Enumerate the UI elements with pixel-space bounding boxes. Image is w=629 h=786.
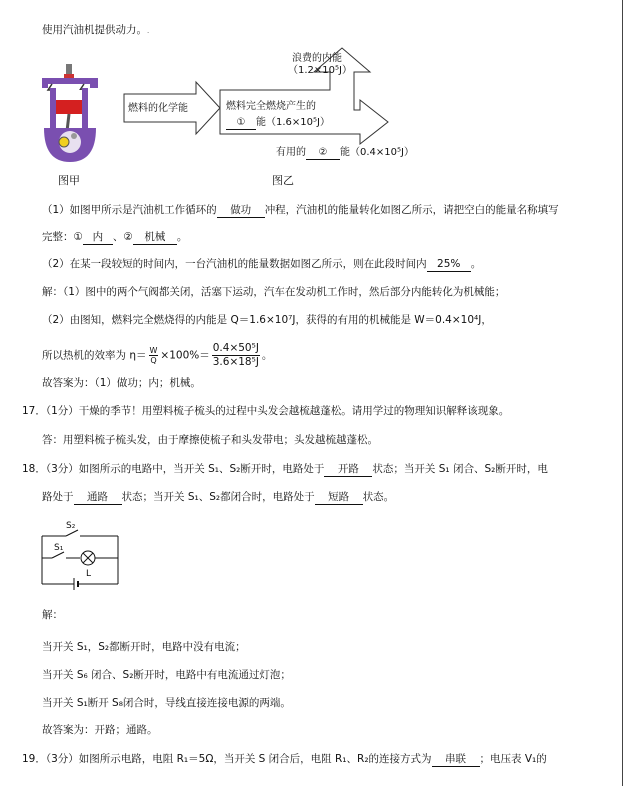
q17-question: 17．（1分）干燥的季节！用塑料梳子梳头的过程中头发会越梳越蓬松。请用学过的物理知识解释该现象。 [22, 405, 510, 417]
chem-energy-text: 燃料的化学能 [128, 103, 188, 114]
page-edge [622, 0, 623, 786]
cylinder-wall-right [82, 88, 88, 132]
spark-plug-tip [64, 74, 74, 78]
answer-blank-stroke: 做功 [217, 204, 265, 218]
q16-solution-1: 解：（1）图中的两个气阀都关闭，活塞下运动，汽车在发动机工作时，然后部分内能转化为机械能； [42, 286, 506, 298]
q18-solution-1: 当开关 S₁，S₂都断开时，电路中没有电流； [42, 641, 246, 653]
crank-pin [59, 137, 69, 147]
circuit-label-l: L [86, 569, 92, 579]
q16-part2: （2）在某一段较短的时间内，一台汽油机的能量数据如图乙所示，则在此段时间内 25% 。 [42, 258, 482, 270]
answer-blank-efficiency: 25% [427, 258, 471, 272]
q19-question: 19．（3分）如图所示电路，电阻 R₁＝5Ω，当开关 S 闭合后，电阻 R₁、R₂的连接方式为 串联 ；电压表 V₁的 [22, 753, 547, 765]
q16-solution-2: （2）由图知，燃料完全燃烧得的内能是 Q＝1.6×10⁷J，获得的有用的机械能是 W＝0.4×10⁴J， [42, 314, 492, 326]
waste-energy-title: 浪费的内能 [292, 53, 342, 64]
answer-blank-series: 串联 [432, 753, 480, 767]
big-arrow-line2: ① 能（1.6×10⁵J） [226, 116, 330, 130]
q18-answer: 故答案为：开路；通路。 [42, 724, 158, 736]
waste-energy-value: （1.2×10⁵J） [288, 65, 352, 76]
q16-part1: （1）如图甲所示是汽油机工作循环的 做功 冲程，汽油机的能量转化如图乙所示，请把空白的能量名称填写 [42, 204, 559, 216]
answer-blank-1: 内 [83, 231, 113, 245]
fraction-values: $\frac{\text{0.4×50⁵J}}{\text{3.6×18⁵J}}$ [212, 342, 259, 368]
fraction-w-over-q: $\frac{W}{Q}$ [149, 346, 158, 365]
engine-figure [36, 62, 116, 166]
intro-line: 使用汽油机提供动力。. [42, 24, 150, 36]
figure-a-label: 图甲 [58, 174, 80, 187]
q18-solution-2: 当开关 S₆ 闭合、S₂断开时，电路中有电流通过灯泡； [42, 669, 291, 681]
answer-blank-2: 机械 [133, 231, 177, 245]
q18-solution-head: 解： [42, 609, 63, 621]
q17-answer: 答：用塑料梳子梳头发，由于摩擦使梳子和头发带电；头发越梳越蓬松。 [42, 434, 378, 446]
q18-question-line2: 路处于 通路 状态；当开关 S₁、S₂都闭合时，电路处于 短路 状态。 [42, 491, 395, 503]
q18-solution-3: 当开关 S₁断开 S₈闭合时，导线直接连接电源的两端。 [42, 697, 291, 709]
blank-1-label: ① [226, 116, 256, 130]
useful-energy-text: 有用的 ② 能（0.4×10⁵J） [276, 147, 414, 158]
answer-blank-short: 短路 [315, 491, 363, 505]
figure-b-label: 图乙 [272, 174, 294, 187]
circuit-label-s2: S₂ [66, 521, 76, 531]
piston [56, 100, 82, 114]
q16-efficiency-formula: 所以热机的效率为 η＝ $\frac{W}{Q}$ ×100%＝ $\frac{\text{0.4×50⁵J}}{\text{3.6×18⁵J}}$ 。 [42, 342, 273, 368]
answer-blank-open: 开路 [324, 463, 372, 477]
circuit-diagram [38, 518, 122, 596]
circuit-label-s1: S₁ [54, 543, 64, 553]
answer-blank-closed: 通路 [74, 491, 122, 505]
combustion-chamber [56, 90, 82, 100]
blank-2-label: ② [306, 146, 340, 160]
q18-question-line1: 18．（3分）如图所示的电路中，当开关 S₁、S₂断开时，电路处于 开路 状态；当开关 S₁ 闭合、S₂断开时，电 [22, 463, 548, 475]
cylinder-wall-left [50, 88, 56, 132]
big-arrow-line1: 燃料完全燃烧产生的 [226, 101, 316, 112]
q16-answer: 故答案为：（1）做功；内；机械。 [42, 377, 201, 389]
q16-part1-cont: 完整：① 内 、② 机械 。 [42, 231, 188, 243]
crank-axis [71, 133, 77, 139]
